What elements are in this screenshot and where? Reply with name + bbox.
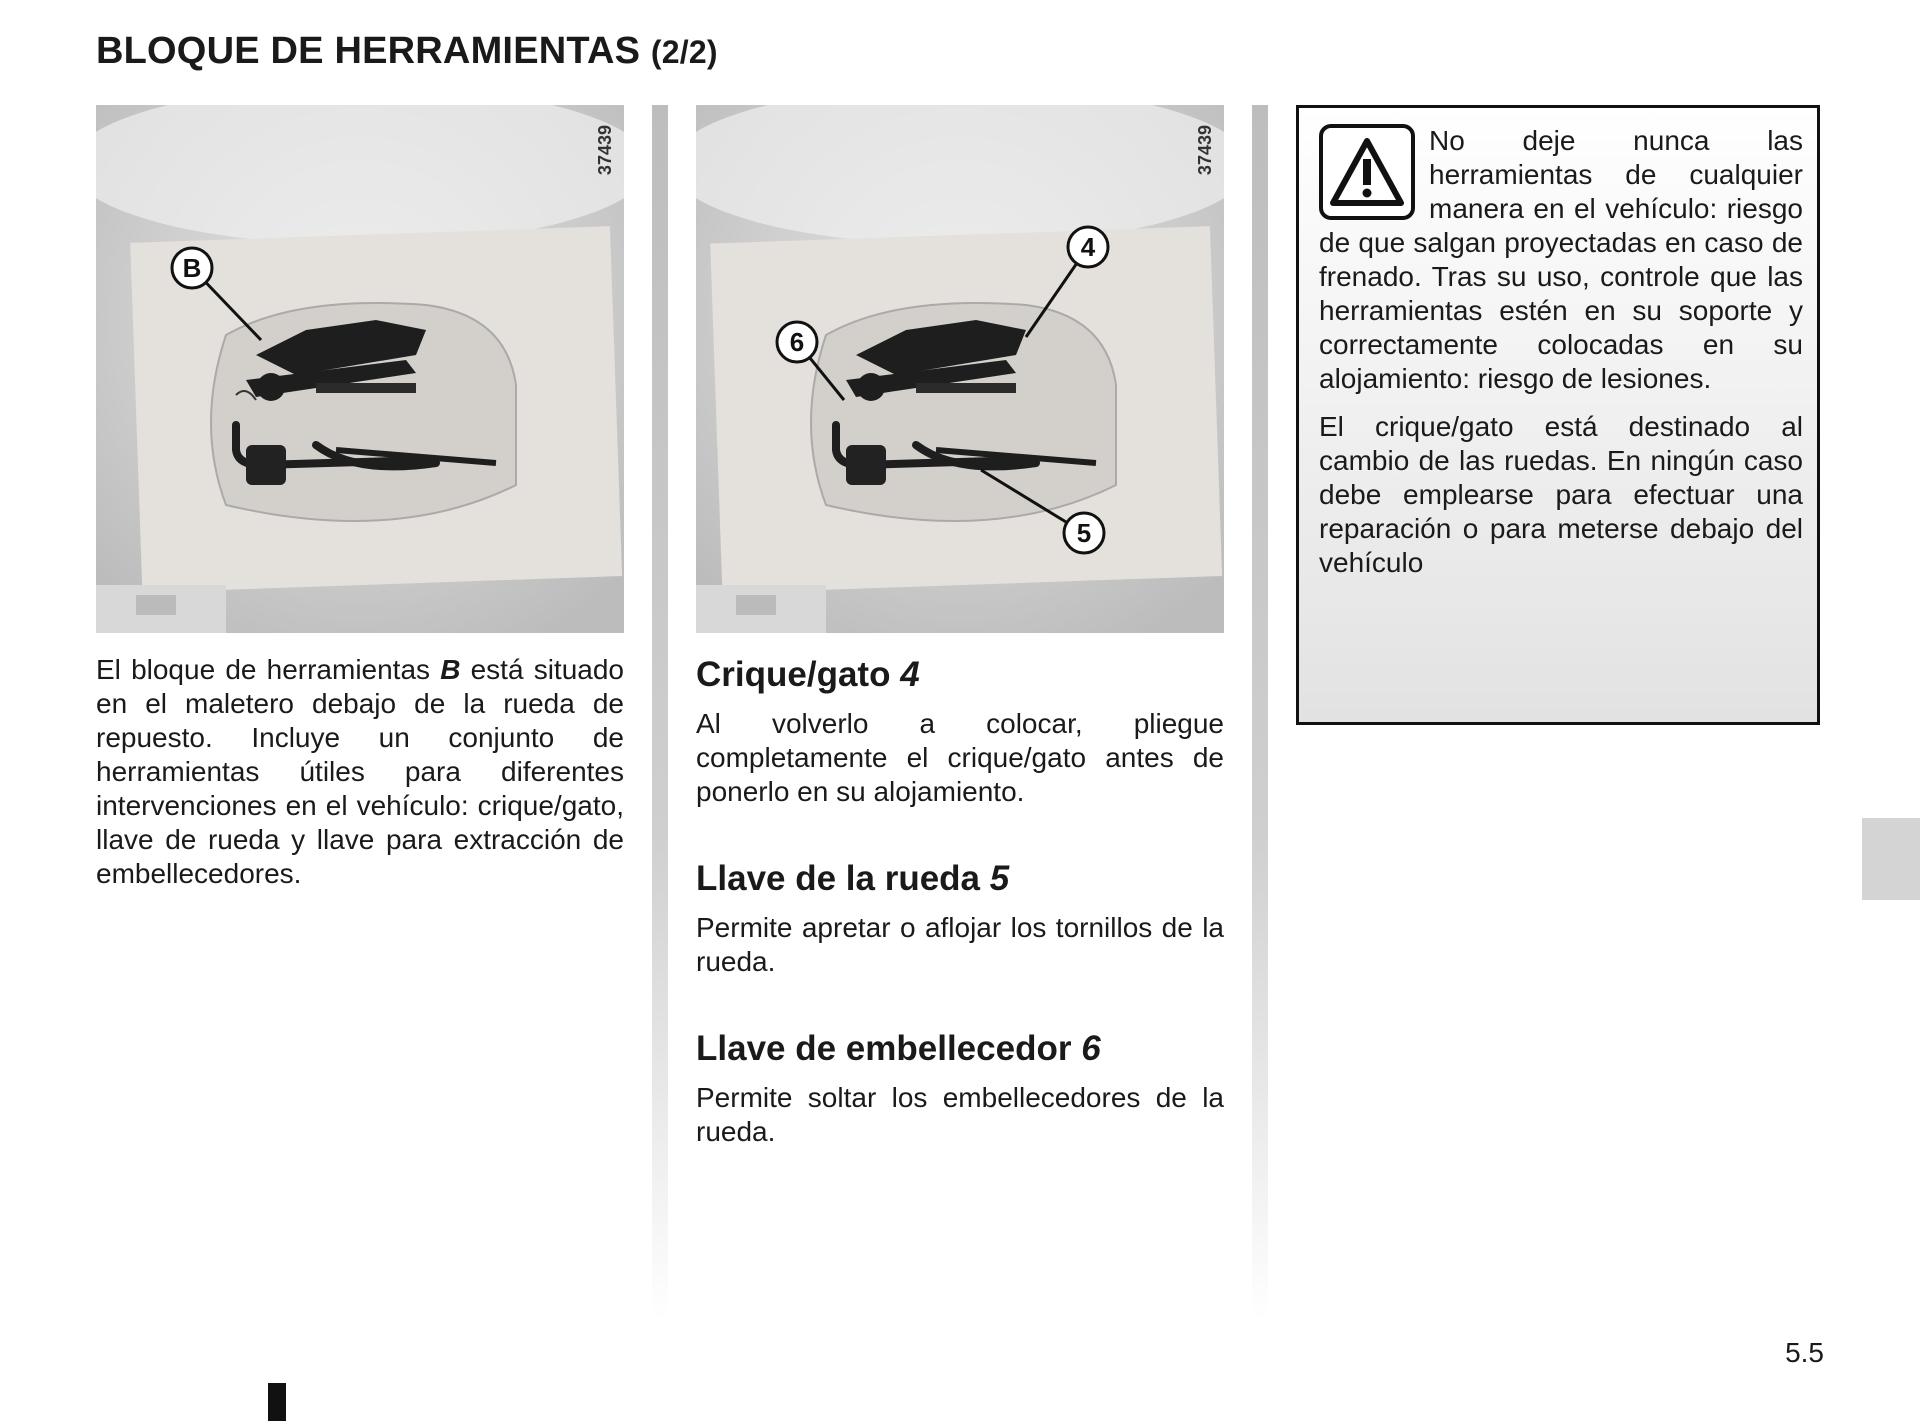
warning-box <box>1296 105 1820 725</box>
column-divider-1 <box>652 105 668 1320</box>
section-body-jack: Al volverlo a colocar, pliegue completamente el crique/gato antes de ponerlo en su alojamiento. <box>696 708 1224 807</box>
section-num: 6 <box>1081 1029 1101 1068</box>
image-ref-number: 37439 <box>595 125 615 176</box>
callout-b: B <box>182 253 202 283</box>
callout-5: 5 <box>1076 518 1092 548</box>
print-mark <box>268 1383 286 1421</box>
section-title: Llave de embellecedor <box>696 1029 1072 1068</box>
tool-kit-illustration-numbered <box>696 105 1224 633</box>
intro-text-before: El bloque de herramientas <box>96 654 441 685</box>
page-number: 5.5 <box>1785 1337 1824 1368</box>
section-body-wheel-wrench: Permite apretar o aflojar los tornillos de la rueda. <box>696 912 1224 977</box>
tool-kit-photo-b <box>96 105 624 633</box>
page-title <box>96 30 718 73</box>
page-title-text: BLOQUE DE HERRAMIENTAS <box>96 30 641 72</box>
callout-6: 6 <box>789 327 805 357</box>
callout-4: 4 <box>1080 232 1096 262</box>
chapter-tab <box>1862 818 1920 900</box>
tool-kit-photo-numbered <box>696 105 1224 633</box>
image-ref-number: 37439 <box>1195 125 1215 176</box>
warning-text-tools: No deje nunca las herramientas de cualquier manera en el vehículo: riesgo de que salgan proyectadas en caso de frenado. Tras su uso, controle que las herramientas estén en su soporte y correctamente colocadas en su alojamiento: riesgo de lesiones. <box>1319 125 1803 394</box>
column-middle <box>696 105 1224 1149</box>
section-num: 4 <box>900 655 920 694</box>
section-heading-hubcap-key <box>696 1027 1224 1071</box>
intro-ref: B <box>440 654 461 685</box>
page-title-part: (2/2) <box>650 34 718 70</box>
section-heading-jack <box>696 653 1224 697</box>
section-title: Llave de la rueda <box>696 859 981 898</box>
section-heading-wheel-wrench <box>696 857 1224 901</box>
column-left <box>96 105 624 891</box>
section-title: Crique/gato <box>696 655 891 694</box>
tool-kit-illustration <box>96 105 624 633</box>
warning-text-jack: El crique/gato está destinado al cambio de las ruedas. En ningún caso debe emplearse para efectuar una reparación o para meterse debajo del vehículo <box>1319 411 1803 578</box>
section-num: 5 <box>989 859 1010 898</box>
intro-text-after: está situado en el maletero debajo de la rueda de repuesto. Incluye un conjunto de herramientas útiles para diferentes intervenciones en el vehículo: crique/gato, llave de rueda y llave para extracción de embellecedores. <box>96 654 624 889</box>
column-divider-2 <box>1252 105 1268 1320</box>
section-body-hubcap-key: Permite soltar los embellecedores de la rueda. <box>696 1082 1224 1147</box>
intro-paragraph <box>96 653 624 891</box>
warning-triangle-icon <box>1319 124 1415 220</box>
